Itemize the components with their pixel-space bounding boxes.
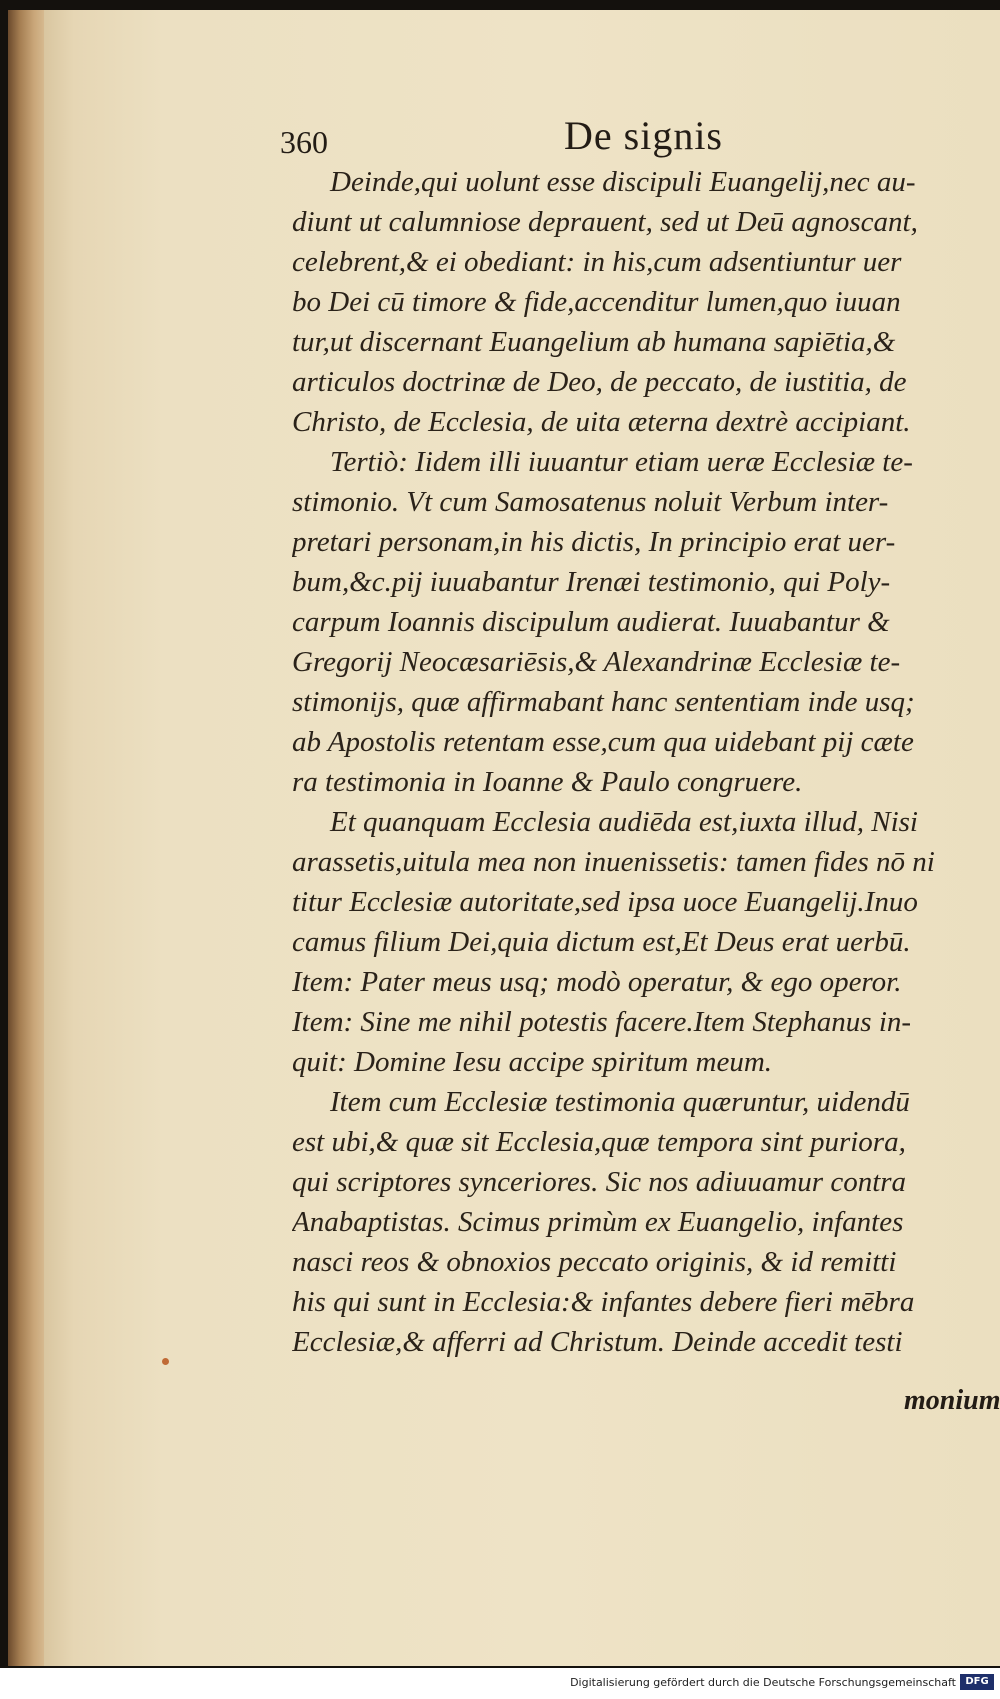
text-line: nasci reos & obnoxios peccato originis, & id remitti	[292, 1246, 897, 1278]
funding-credit: Digitalisierung gefördert durch die Deutsche Forschungsgemeinschaft	[570, 1676, 956, 1689]
text-line: Item cum Ecclesiæ testimonia quæruntur, uidendū	[330, 1086, 910, 1118]
paper-stain	[162, 1358, 169, 1365]
text-line: carpum Ioannis discipulum audierat. Iuuabantur &	[292, 606, 890, 638]
text-line: arassetis,uitula mea non inuenissetis: tamen fides nō ni	[292, 846, 935, 878]
text-line: Ecclesiæ,& afferri ad Christum. Deinde accedit testi	[292, 1326, 903, 1358]
text-line: tur,ut discernant Euangelium ab humana sapiētia,&	[292, 326, 896, 358]
page-number: 360	[280, 124, 328, 160]
text-line: Gregorij Neocæsariēsis,& Alexandrinæ Ecclesiæ te-	[292, 646, 901, 678]
text-line: ra testimonia in Ioanne & Paulo congruere.	[292, 766, 803, 798]
text-line: celebrent,& ei obediant: in his,cum adsentiuntur uer	[292, 246, 902, 278]
body-text	[292, 162, 992, 1362]
running-head: De signis	[564, 113, 723, 158]
text-line: pretari personam,in his dictis, In principio erat uer-	[292, 526, 896, 558]
text-line: bum,&c.pij iuuabantur Irenæi testimonio, qui Poly-	[292, 566, 891, 598]
digitization-footer	[0, 1668, 1000, 1699]
text-line: Item: Pater meus usq; modò operatur, & ego operor.	[292, 966, 902, 998]
book-page	[44, 10, 1000, 1666]
text-line: est ubi,& quæ sit Ecclesia,quæ tempora sint puriora,	[292, 1126, 906, 1158]
text-line: his qui sunt in Ecclesia:& infantes debere fieri mēbra	[292, 1286, 915, 1318]
text-line: Anabaptistas. Scimus primùm ex Euangelio, infantes	[292, 1206, 904, 1238]
text-line: quit: Domine Iesu accipe spiritum meum.	[292, 1046, 773, 1078]
text-line: Item: Sine me nihil potestis facere.Item Stephanus in-	[292, 1006, 912, 1038]
text-line: Et quanquam Ecclesia audiēda est,iuxta illud, Nisi	[330, 806, 918, 838]
page-header	[44, 110, 1000, 160]
dfg-logo: DFG	[960, 1674, 994, 1690]
text-line: Tertiò: Iidem illi iuuantur etiam ueræ Ecclesiæ te-	[330, 446, 913, 478]
text-line: titur Ecclesiæ autoritate,sed ipsa uoce Euangelij.Inuo	[292, 886, 918, 918]
text-line: stimonio. Vt cum Samosatenus noluit Verbum inter-	[292, 486, 889, 518]
text-line: bo Dei cū timore & fide,accenditur lumen,quo iuuan	[292, 286, 901, 318]
text-line: diunt ut calumniose deprauent, sed ut Deū agnoscant,	[292, 206, 918, 238]
text-line: camus filium Dei,quia dictum est,Et Deus erat uerbū.	[292, 926, 911, 958]
text-line: articulos doctrinæ de Deo, de peccato, de iustitia, de	[292, 366, 907, 398]
text-line: Christo, de Ecclesia, de uita æterna dextrè accipiant.	[292, 406, 911, 438]
text-line: Deinde,qui uolunt esse discipuli Euangelij,nec au-	[330, 166, 916, 198]
catchword: monium	[904, 1385, 1000, 1416]
book-fore-edge	[8, 10, 46, 1666]
text-line: ab Apostolis retentam esse,cum qua uidebant pij cæte	[292, 726, 914, 758]
text-line: qui scriptores synceriores. Sic nos adiuuamur contra	[292, 1166, 907, 1198]
text-line: stimonijs, quæ affirmabant hanc sententiam inde usq;	[292, 686, 915, 718]
